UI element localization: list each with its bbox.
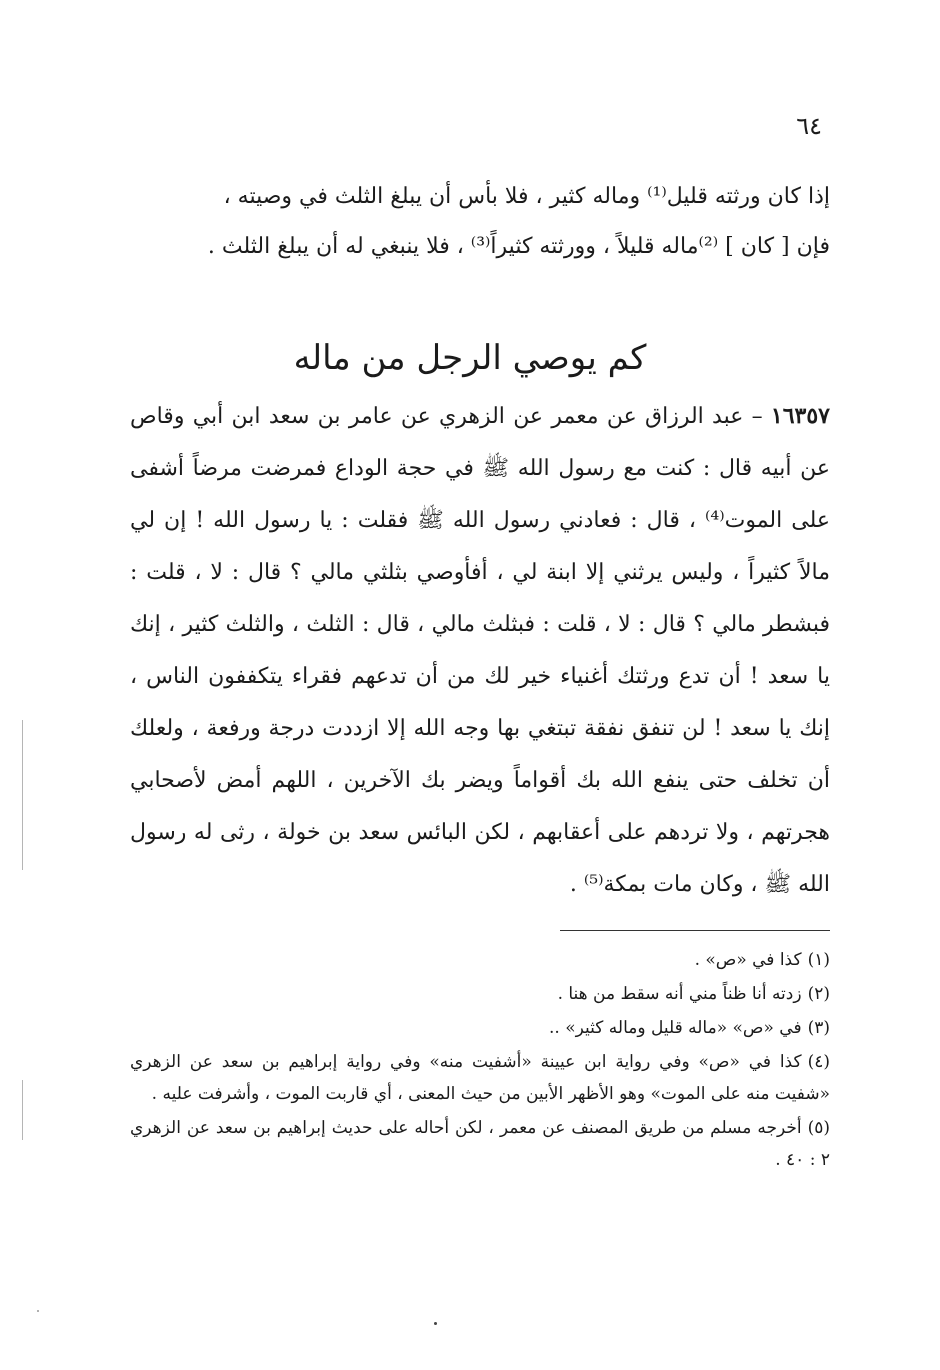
scan-artifact-dot <box>37 1310 39 1312</box>
hadith-text: – عبد الرزاق عن معمر عن الزهري عن عامر بن سعد ابن أبي وقاص عن أبيه قال : كنت مع رسول الله ﷺ في حجة الوداع فمرضت مرضاً أشفى على الموت⁽⁴⁾ ، قال : فعادني رسول الله ﷺ فقلت : يا رسول الله ! إن لي مالاً كثيراً ، وليس يرثني إلا ابنة لي ، أفأوصي بثلثي مالي ؟ قال : لا ، قلت : فبشطر مالي ؟ قال : لا ، قلت : فبثلث مالي ، قال : الثلث ، والثلث كثير ، إنك يا سعد ! أن تدع ورثتك أغنياء خير لك من أن تدعهم فقراء يتكففون الناس ، إنك يا سعد ! لن تنفق نفقة تبتغي بها وجه الله إلا ازددت درجة ورفعة ، ولعلك أن تخلف حتى ينفع الله بك أقواماً ويضر بك الآخرين ، اللهم أمض لأصحابي هجرتهم ، ولا تردهم على أعقابهم ، لكن البائس سعد بن خولة ، رثى له رسول الله ﷺ ، وكان مات بمكة⁽⁵⁾ . <box>130 404 830 897</box>
footnote <box>130 1012 830 1044</box>
paragraph-line: إذا كان ورثته قليل⁽¹⁾ وماله كثير ، فلا بأس أن يبلغ الثلث في وصيته ، <box>223 184 830 209</box>
section-title: كم يوصي الرجل من ماله <box>293 338 647 378</box>
footnote-number: (١) <box>807 950 830 970</box>
footnote-text: زدته أنا ظناً مني أنه سقط من هنا . <box>557 984 802 1004</box>
footnotes <box>130 944 830 1178</box>
footnote-text: في «ص» «ماله قليل وماله كثير» .. <box>549 1018 802 1038</box>
scan-artifact-line <box>22 720 23 870</box>
footnote <box>130 1046 830 1110</box>
scan-artifact-dot <box>434 1322 437 1325</box>
continued-paragraph <box>130 172 830 272</box>
footnote <box>130 1112 830 1176</box>
hadith-number: ١٦٣٥٧ <box>770 403 830 429</box>
footnote-text: كذا في «ص» وفي رواية ابن عيينة «أشفيت منه» وفي رواية إبراهيم بن سعد عن الزهري «شفيت منه على الموت» وهو الأظهر الأبين من حيث المعنى ، أي قاربت الموت ، وأشرفت عليه . <box>130 1052 830 1104</box>
footnote-number: (٤) <box>807 1052 830 1072</box>
scan-artifact-line <box>22 1080 23 1140</box>
footnote <box>130 944 830 976</box>
footnote-number: (٣) <box>807 1018 830 1038</box>
footnote-text: أخرجه مسلم من طريق المصنف عن معمر ، لكن أحاله على حديث إبراهيم بن سعد عن الزهري ٢ : ٤٠ . <box>130 1118 830 1170</box>
footnote-text: كذا في «ص» . <box>694 950 802 970</box>
hadith-paragraph <box>130 390 830 911</box>
footnote <box>130 978 830 1010</box>
hadith-entry <box>130 390 830 911</box>
footnote-number: (٢) <box>807 984 830 1004</box>
page-number: ٦٤ <box>796 112 822 140</box>
footnote-number: (٥) <box>807 1118 830 1138</box>
paragraph-line: فإن [ كان ] ⁽²⁾ماله قليلاً ، وورثته كثيراً⁽³⁾ ، فلا ينبغي له أن يبلغ الثلث . <box>207 234 830 259</box>
footnote-separator <box>560 930 830 931</box>
